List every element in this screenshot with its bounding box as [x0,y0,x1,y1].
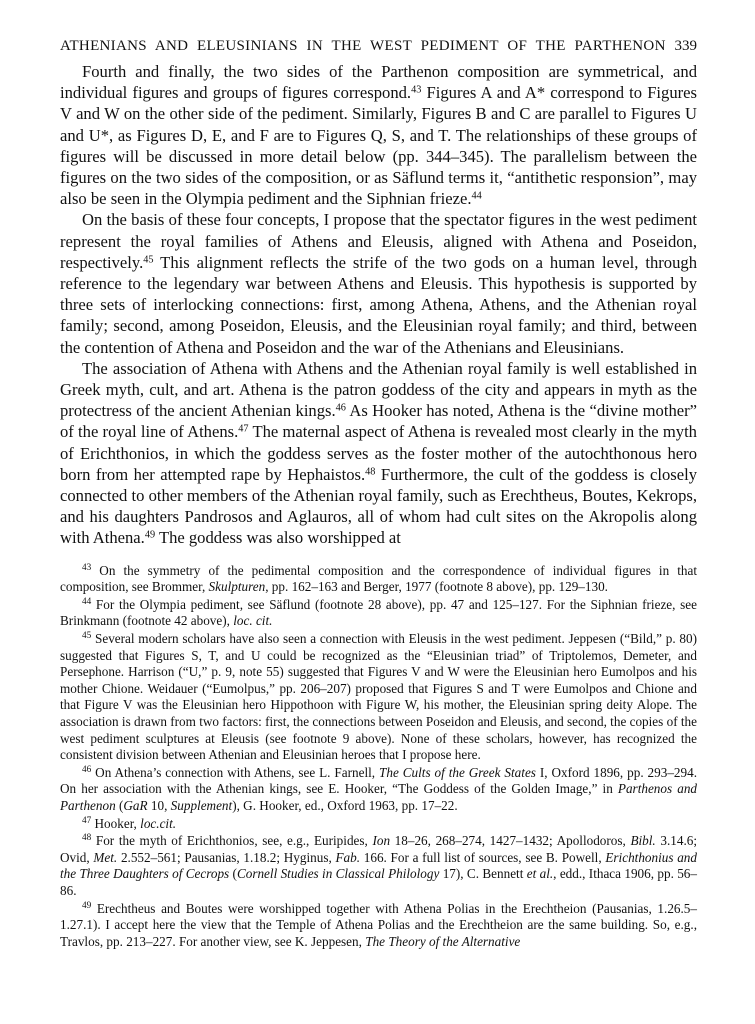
footnote [60,631,697,764]
text-run: Hooker, [91,815,141,831]
page [60,38,697,950]
text-run: Fourth and finally, the two sides of the Parthenon composition are symmetrical, and individual figures and groups of figures correspond. [60,62,697,103]
paragraph [60,61,697,209]
text-run: , edd., Ithaca 1906, pp. 56–86. [60,866,697,898]
text-run: I, Oxford 1896, pp. 293–294. On her association with the Athenian kings, see E. Hooker, “The Goddess of the Golden Image,” in [60,764,698,797]
note-ref: 49 [144,529,156,541]
footnote [60,765,697,815]
text-run: The goddess was also worshipped at [155,528,401,548]
page-number: 339 [674,38,697,54]
text-run: As Hooker has noted, Athena is the “divine mother” of the royal line of Athens. [60,401,698,442]
note-ref: 44 [82,595,92,606]
note-ref: 47 [238,423,249,435]
footnote [60,597,697,630]
text-run: 17), C. Bennett [439,866,527,882]
italic-text: et al. [526,866,554,882]
text-run: On Athena’s connection with Athens, see L. Farnell, [91,764,380,780]
note-ref: 49 [82,899,92,910]
italic-text: Erichthonius and the Three Daughters of Cecrops [60,849,697,882]
running-title: ATHENIANS AND ELEUSINIANS IN THE WEST PEDIMENT OF THE PARTHENON [60,38,666,54]
italic-text: Skulpturen [208,579,266,595]
italic-text: Parthenos and Parthenon [60,781,698,813]
italic-text: The Cults of the Greek States [379,764,536,780]
text-run: 10, [147,797,171,813]
running-header [60,38,697,55]
text-run: This alignment reflects the strife of the two gods on a human level, through reference to the legendary war between Athens and Eleusis. This hypothesis is supported by three sets of interlocking connections: first, among Athena, Athens, and the Athenian royal family; second, among Poseidon, Eleusis, and the Eleusinian royal family; and third, between the contention of Athena and Poseidon and the war of the Athenians and Eleusinians. [60,252,697,357]
italic-text: GaR [123,797,148,813]
italic-text: Ion [372,833,391,849]
text-run: ), G. Hooker, ed., Oxford 1963, pp. 17–22. [232,797,458,813]
footnote [60,563,697,596]
note-ref: 46 [82,763,92,774]
footnote [60,833,697,899]
note-ref: 46 [335,402,346,414]
italic-text: Supplement [170,797,233,813]
text-run: 3.14.6; Ovid, [60,833,697,865]
text-run: The maternal aspect of Athena is revealed most clearly in the myth of Erichthonios, in which the goddess serves as the foster mother of the autochthonous hero born from her attempted rape by Hephaistos. [60,422,697,484]
paragraph [60,209,697,357]
text-run: On the symmetry of the pedimental composition and the correspondence of individual figures in that composition, see Brommer, [60,562,697,595]
text-run: 2.552–561; Pausanias, 1.18.2; Hyginus, [117,849,336,865]
body-text [60,61,697,549]
note-ref: 48 [82,832,92,843]
note-ref: 45 [82,629,92,640]
text-run: Figures A and A* correspond to Figures V and W on the other side of the pediment. Similarly, Figures B and C are parallel to Figures U and U*, as Figures D, E, and F are to Figures Q, S, and T. The relationships of these groups of figures will be discussed in more detail below (pp. 344–345). The parallelism between the figures on the two sides of the composition, or as Säflund terms it, “antithetic responsion”, may also be seen in the Olympia pediment and the Siphnian frieze. [60,83,697,209]
text-run: , pp. 162–163 and Berger, 1977 (footnote 8 above), pp. 129–130. [265,579,608,595]
italic-text: loc. cit. [233,613,273,629]
text-run: Furthermore, the cult of the goddess is closely connected to other members of the Athenian royal family, such as Erechtheus, Boutes, Kekrops, and his daughters Pandrosos and Aglauros, all of whom had cult sites on the Akropolis along with Athena. [60,464,697,548]
footnotes [60,563,697,951]
footnote [60,901,697,951]
note-ref: 43 [82,561,92,572]
note-ref: 44 [471,190,482,202]
text-run: On the basis of these four concepts, I propose that the spectator figures in the west pediment represent the royal families of Athens and Eleusis, aligned with Athena and Poseidon, respectively. [60,210,697,272]
note-ref: 43 [411,84,422,96]
text-run: Erechtheus and Boutes were worshipped together with Athena Polias in the Erechtheion (Pausanias, 1.26.5–1.27.1). I accept here the view that the Temple of Athena Polias and the Erechtheion are the same building. So, e.g., Travlos, pp. 213–227. For another view, see K. Jeppesen, [60,900,697,949]
italic-text: Fab. [335,849,361,865]
note-ref: 45 [143,254,154,266]
italic-text: Bibl. [630,833,656,849]
italic-text: loc.cit. [140,815,177,831]
note-ref: 47 [82,814,92,825]
text-run: For the Olympia pediment, see Säflund (footnote 28 above), pp. 47 and 125–127. For the Siphnian frieze, see Brinkmann (footnote 42 above), [60,596,697,629]
text-run: The association of Athena with Athens and the Athenian royal family is well established in Greek myth, cult, and art. Athena is the patron goddess of the city and appears in myth as the protectress of the ancient Athenian kings. [60,358,697,421]
text-run: For the myth of Erichthonios, see, e.g., Euripides, [91,833,373,849]
footnote [60,816,697,833]
paragraph [60,358,697,549]
text-run: ( [229,866,237,882]
text-run: Several modern scholars have also seen a connection with Eleusis in the west pediment. Jeppesen (“Bild,” p. 80) suggested that Figures S, T, and U could be recognized as the “Eleusinian triad” of Triptolemos, Demeter, and Persephone. Harrison (“U,” p. 9, note 55) suggested that Figures V and W were the Eleusinian hero Eumolpos and his mother Chione. Weidauer (“Eumolpus,” pp. 206–207) proposed that Figures S and T were Eumolpos and Chione and that Figure V was the Eleusinian hero Hippothoon with Figure W, his mother, the Eleusinian spring deity Alope. The association is drawn from two factors: first, the connections between Poseidon and Eleusis, and second, the copies of the west pediment sculptures at Eleusis (see footnote 9 above). None of these scholars, however, has recognized the consistent division between Athenian and Eleusinian heroes that I propose here. [60,631,697,763]
italic-text: The Theory of the Alternative [365,933,521,949]
note-ref: 48 [365,466,376,478]
text-run: 166. For a full list of sources, see B. Powell, [360,849,606,865]
text-run: ( [115,797,124,813]
text-run: 18–26, 268–274, 1427–1432; Apollodoros, [390,833,631,849]
italic-text: Met. [93,849,118,865]
italic-text: Cornell Studies in Classical Philology [236,866,440,882]
